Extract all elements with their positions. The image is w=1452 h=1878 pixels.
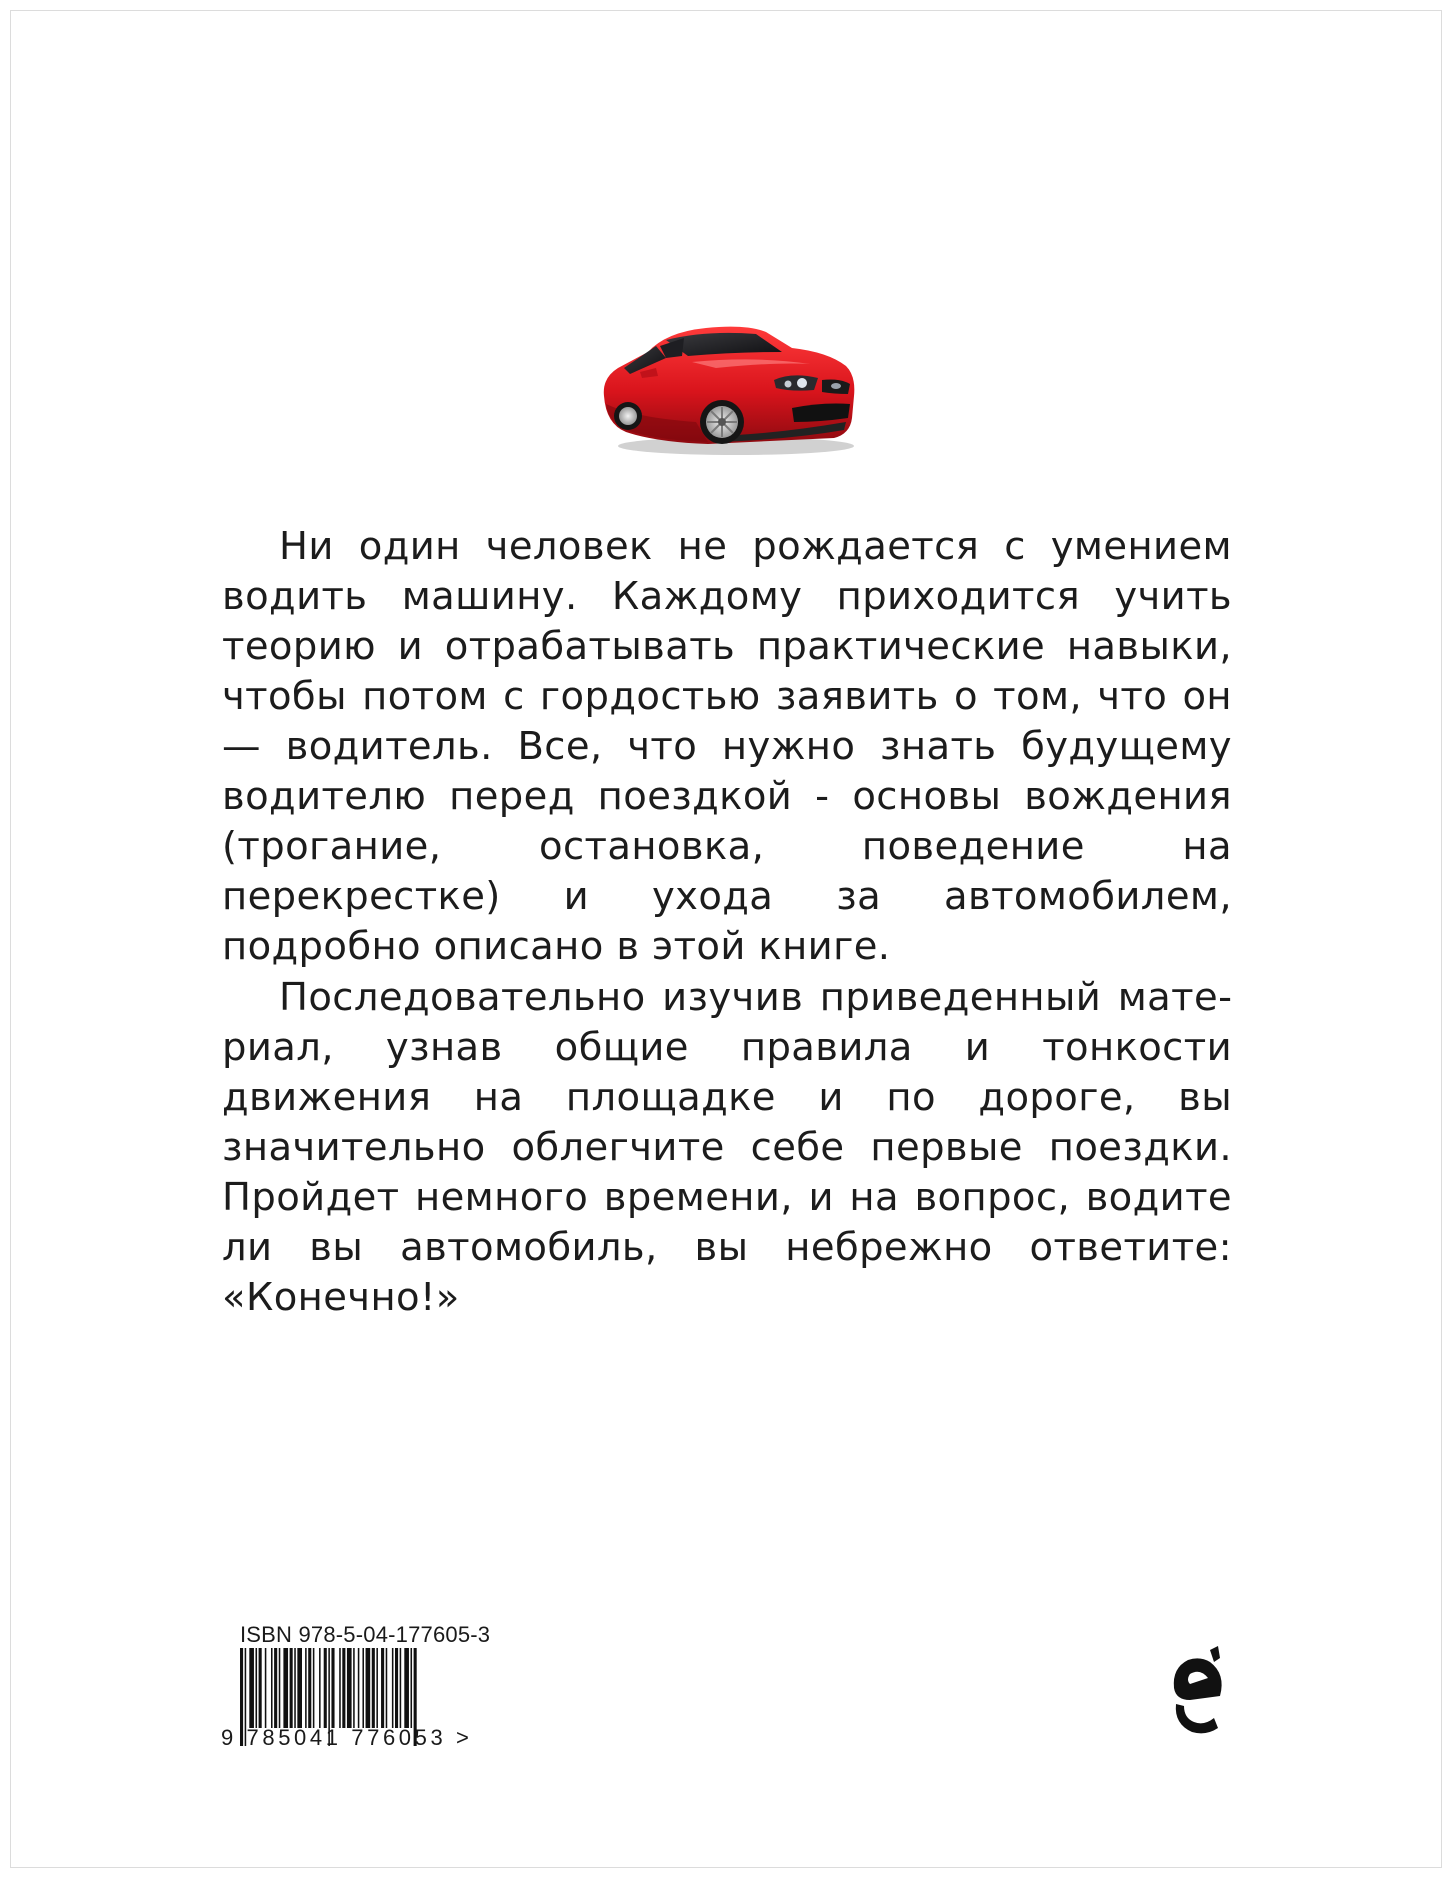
eksmo-logo-icon [1170, 1644, 1228, 1738]
barcode-bar [259, 1648, 262, 1728]
barcode-bar [381, 1648, 384, 1728]
barcode-bar [324, 1648, 327, 1728]
barcode-bar [342, 1648, 345, 1728]
barcode-bar [400, 1648, 402, 1728]
barcode-bar [339, 1648, 341, 1728]
blurb-paragraph-1 [222, 522, 1232, 972]
barcode-bar [376, 1648, 378, 1728]
barcode-bar [404, 1648, 409, 1728]
barcode-bar [256, 1648, 258, 1728]
barcode-bar [366, 1648, 371, 1728]
isbn-label: ISBN 978-5-04-177605-3 [240, 1622, 491, 1647]
barcode-bar [305, 1648, 307, 1728]
barcode-bar [411, 1648, 413, 1728]
barcode-bar [395, 1648, 398, 1728]
barcode-bar [313, 1648, 315, 1728]
barcode-bar [249, 1648, 254, 1728]
barcode-bar [290, 1648, 293, 1728]
blurb-paragraph-2 [222, 973, 1232, 1323]
barcode-bar [353, 1648, 355, 1728]
barcode-bar [279, 1648, 281, 1728]
barcode-bar [308, 1648, 311, 1728]
barcode-bar [319, 1648, 321, 1728]
barcode-bar [297, 1648, 302, 1728]
barcode-digits: 9 785041 776053 > [221, 1725, 473, 1750]
barcode-bar [386, 1648, 388, 1728]
barcode-bar [362, 1648, 364, 1728]
red-car-illustration [596, 318, 858, 460]
barcode-bar [372, 1648, 375, 1728]
barcode-bar [274, 1648, 277, 1728]
barcode-bar [265, 1648, 267, 1728]
paragraph-text: Последовательно изучив приведенный материал, узнав общие правила и тонкости движения на площадке и по дороге, вы значительно облегчите себе первые поездки. Пройдет немного времени, и на вопрос, водите ли вы автомобиль, вы небрежно ответите: «Конечно!» [222, 975, 1232, 1320]
barcode-bar [331, 1648, 334, 1728]
paragraph-text: Ни один человек не рождается с умением водить машину. Каждому приходится учить теорию и отрабатывать практические навыки, чтобы потом с гордостью заявить о том, что он — водитель. Все, что нужно знать будущему водителю перед поездкой - основы вождения (трогание, остановка, поведение на перекрестке) и ухода за автомобилем, подробно описано в этой книге. [222, 524, 1232, 969]
barcode-bar [283, 1648, 288, 1728]
barcode-bar [294, 1648, 296, 1728]
barcode-bar [347, 1648, 352, 1728]
barcode-bar [271, 1648, 273, 1728]
barcode-bar [392, 1648, 394, 1728]
barcode-bar [358, 1648, 360, 1728]
